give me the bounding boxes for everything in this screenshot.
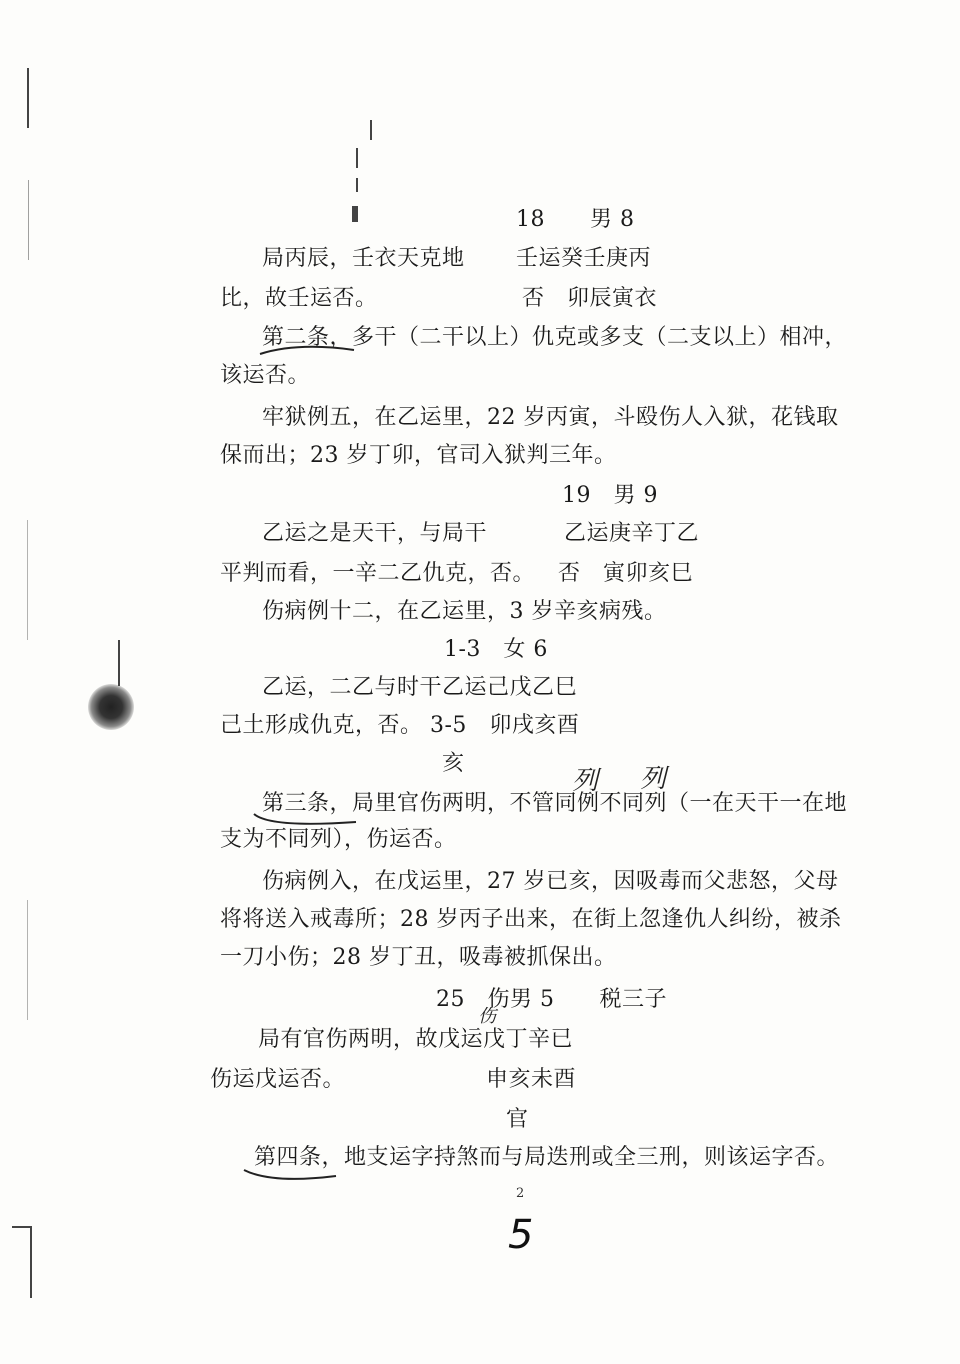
margin-mark: [118, 640, 120, 686]
margin-mark: [27, 68, 29, 128]
margin-mark: [352, 206, 358, 222]
handwritten-note: 伤: [478, 1006, 496, 1027]
handwritten-underline: [258, 344, 358, 358]
margin-mark: [12, 1226, 32, 1228]
text-line: 平判而看，一辛二乙仇克，否。: [220, 561, 536, 586]
case-header: 19 男 9: [562, 483, 658, 508]
text-line: 局有官伤两明，故戊运戊丁辛已: [258, 1027, 574, 1052]
margin-mark: [28, 180, 29, 260]
handwritten-underline: [242, 1166, 342, 1186]
text-line: 己土形成仇克，否。 3-5 卯戌亥酉: [220, 713, 580, 738]
handwritten-note: 列: [640, 764, 667, 794]
rule-line: 第二条，多干（二干以上）仇克或多支（二支以上）相冲，: [262, 325, 848, 350]
ink-blot: [88, 684, 134, 730]
chart-line: 申亥未酉: [486, 1067, 577, 1092]
text-line: 保而出；23 岁丁卯，官司入狱判三年。: [220, 443, 617, 468]
text-line: 将将送入戒毒所；28 岁丙子出来，在街上忽逢仇人纠纷，被杀: [220, 907, 842, 932]
rule-line: 支为不同列），伤运否。: [220, 827, 457, 852]
case-header: 1-3 女 6: [444, 637, 548, 662]
margin-mark: [356, 148, 358, 168]
case-header: 25 伤男 5 税三子: [436, 987, 667, 1012]
rule-line: 第三条，局里官伤两明，不管同例不同列（一在天干一在地: [262, 791, 848, 816]
chart-line: 壬运癸壬庚丙: [516, 246, 652, 271]
rule-line: 第四条，地支运字持煞而与局迭刑或全三刑，则该运字否。: [254, 1145, 840, 1170]
case-header: 18 男 8: [516, 207, 635, 232]
chart-line: 亥: [442, 751, 465, 776]
rule-line: 该运否。: [220, 363, 311, 388]
chart-line: 乙运庚辛丁乙: [564, 521, 700, 546]
text-line: 一刀小伤；28 岁丁丑，吸毒被抓保出。: [220, 945, 617, 970]
margin-mark: [356, 178, 358, 192]
text-line: 牢狱例五，在乙运里，22 岁丙寅，斗殴伤人入狱，花钱取: [262, 405, 839, 430]
text-line: 局丙辰，壬衣天克地: [262, 246, 465, 271]
margin-mark: [30, 1228, 32, 1298]
chart-line: 官: [506, 1107, 529, 1132]
margin-mark: [27, 520, 28, 640]
margin-mark: [370, 120, 372, 140]
text-line: 比，故壬运否。: [220, 286, 378, 311]
text-line: 伤运戊运否。: [210, 1067, 346, 1092]
chart-line: 否 寅卯亥巳: [558, 561, 694, 586]
text-line: 伤病例入，在戊运里，27 岁已亥，因吸毒而父悲怒，父母: [262, 869, 839, 894]
page-number: 2: [516, 1186, 525, 1201]
handwritten-page-number: 5: [508, 1212, 534, 1258]
text-line: 乙运，二乙与时干乙运己戊乙巳: [262, 675, 578, 700]
text-line: 乙运之是天干，与局干: [262, 521, 488, 546]
handwritten-note: 列: [572, 766, 599, 796]
text-line: 伤病例十二，在乙运里，3 岁辛亥病残。: [262, 599, 667, 624]
chart-line: 否 卯辰寅衣: [522, 286, 658, 311]
margin-mark: [27, 900, 28, 1020]
